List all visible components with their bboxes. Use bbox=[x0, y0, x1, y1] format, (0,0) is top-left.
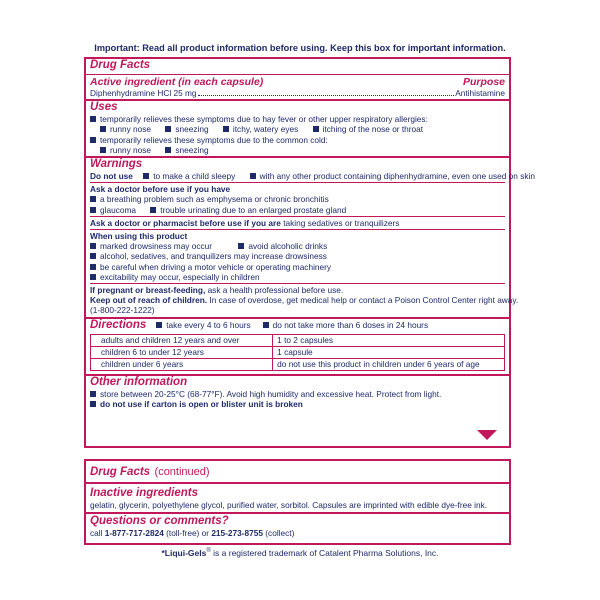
do-not-use-label: Do not use bbox=[90, 171, 133, 182]
questions-title: Questions or comments? bbox=[90, 515, 229, 528]
use-item: sneezing bbox=[175, 144, 209, 155]
warnings-title: Warnings bbox=[90, 158, 143, 171]
warnings-section bbox=[86, 156, 535, 317]
trademark-name: *Liqui-Gels bbox=[161, 548, 207, 558]
direction-item: do not take more than 6 doses in 24 hours bbox=[272, 319, 429, 330]
warning-item: marked drowsiness may occur bbox=[100, 241, 213, 252]
directions-title: Directions bbox=[90, 318, 147, 331]
purpose-heading: Purpose bbox=[462, 76, 505, 88]
table-cell: 1 to 2 capsules bbox=[273, 334, 505, 346]
table-cell: 1 capsule bbox=[273, 346, 505, 358]
keep-out-text: In case of overdose, get medical help or contact a Poison Control Center right away. bbox=[209, 295, 519, 306]
toll-free-note: (toll-free) or bbox=[166, 528, 209, 539]
use-item: itching of the nose or throat bbox=[322, 124, 424, 135]
uses-line-1: temporarily relieves these symptoms due to hay fever or other upper respiratory allergies: bbox=[100, 114, 428, 125]
use-item: runny nose bbox=[110, 124, 152, 135]
other-info-item: store between 20-25°C (68-77°F). Avoid high humidity and excessive heat. Protect from light. bbox=[100, 388, 442, 399]
active-ingredient: Diphenhydramine HCl 25 mg bbox=[90, 88, 197, 98]
uses-title: Uses bbox=[90, 101, 118, 114]
when-using-label: When using this product bbox=[90, 231, 188, 242]
warning-item: trouble urinating due to an enlarged prostate gland bbox=[160, 204, 347, 215]
direction-item: take every 4 to 6 hours bbox=[166, 319, 251, 330]
inactive-ingredients-text: gelatin, glycerin, polyethylene glycol, purified water, sorbitol. Capsules are imprinted with edible dye-free ink. bbox=[90, 500, 488, 510]
use-item: itchy, watery eyes bbox=[232, 124, 299, 135]
other-info-item: do not use if carton is open or blister unit is broken bbox=[100, 398, 303, 409]
table-row bbox=[91, 358, 505, 370]
inactive-ingredients-title: Inactive ingredients bbox=[90, 487, 199, 499]
toll-free-phone: 1-877-717-2824 bbox=[104, 528, 164, 539]
uses-section bbox=[86, 99, 509, 156]
collect-phone: 215-273-8755 bbox=[211, 528, 263, 539]
drug-facts-title: Drug Facts bbox=[90, 59, 151, 71]
table-cell: children 6 to under 12 years bbox=[91, 346, 273, 358]
dosage-table bbox=[90, 334, 505, 371]
warning-item: to make a child sleepy bbox=[153, 171, 236, 182]
keep-out-label: Keep out of reach of children. bbox=[90, 295, 208, 306]
table-row bbox=[91, 346, 505, 358]
drug-facts-panel bbox=[84, 57, 535, 448]
continue-arrow-icon bbox=[477, 430, 497, 440]
table-row bbox=[91, 334, 505, 346]
warning-item: a breathing problem such as emphysema or chronic bronchitis bbox=[100, 194, 329, 205]
use-item: runny nose bbox=[110, 144, 152, 155]
collect-note: (collect) bbox=[265, 528, 295, 539]
warning-item: alcohol, sedatives, and tranquilizers may increase drowsiness bbox=[100, 251, 327, 262]
questions-section bbox=[86, 512, 509, 538]
ask-pharmacist-text: taking sedatives or tranquilizers bbox=[283, 217, 400, 228]
call-prefix: call bbox=[90, 528, 103, 539]
pregnant-text: ask a health professional before use. bbox=[207, 285, 344, 296]
warning-item: excitability may occur, especially in children bbox=[100, 271, 260, 282]
uses-line-2: temporarily relieves these symptoms due to the common cold: bbox=[100, 134, 328, 145]
use-item: sneezing bbox=[175, 124, 209, 135]
active-ingredient-section bbox=[86, 59, 509, 99]
warning-item: be careful when driving a motor vehicle or operating machinery bbox=[100, 261, 332, 272]
table-cell: do not use this product in children under 6 years of age bbox=[273, 358, 505, 370]
active-ingredient-heading: Active ingredient (in each capsule) bbox=[90, 76, 264, 88]
trademark-text: is a registered trademark of Catalent Pharma Solutions, Inc. bbox=[213, 548, 439, 558]
other-information-title: Other information bbox=[90, 375, 188, 388]
directions-section bbox=[86, 317, 509, 371]
ask-pharmacist-label: Ask a doctor or pharmacist before use if you are bbox=[90, 217, 281, 228]
registered-mark: ® bbox=[206, 548, 211, 554]
trademark-footnote bbox=[0, 548, 600, 558]
important-notice: Important: Read all product information before using. Keep this box for important information. bbox=[94, 43, 506, 53]
warning-item: with any other product containing diphenhydramine, even one used on skin bbox=[259, 171, 535, 182]
inactive-ingredients-section bbox=[86, 482, 509, 512]
poison-control-phone: (1-800-222-1222) bbox=[90, 305, 155, 316]
drug-facts-continued-panel bbox=[84, 459, 511, 545]
drug-facts-continued-title: Drug Facts bbox=[90, 466, 151, 478]
other-information-section bbox=[86, 374, 509, 409]
pregnant-label: If pregnant or breast-feeding, bbox=[90, 285, 206, 296]
warning-item: glaucoma bbox=[100, 204, 136, 215]
table-cell: children under 6 years bbox=[91, 358, 273, 370]
ask-doctor-label: Ask a doctor before use if you have bbox=[90, 184, 231, 195]
purpose: Antihistamine bbox=[455, 88, 505, 98]
continued-label: (continued) bbox=[154, 466, 210, 478]
table-cell: adults and children 12 years and over bbox=[91, 334, 273, 346]
warning-item: avoid alcoholic drinks bbox=[248, 241, 328, 252]
